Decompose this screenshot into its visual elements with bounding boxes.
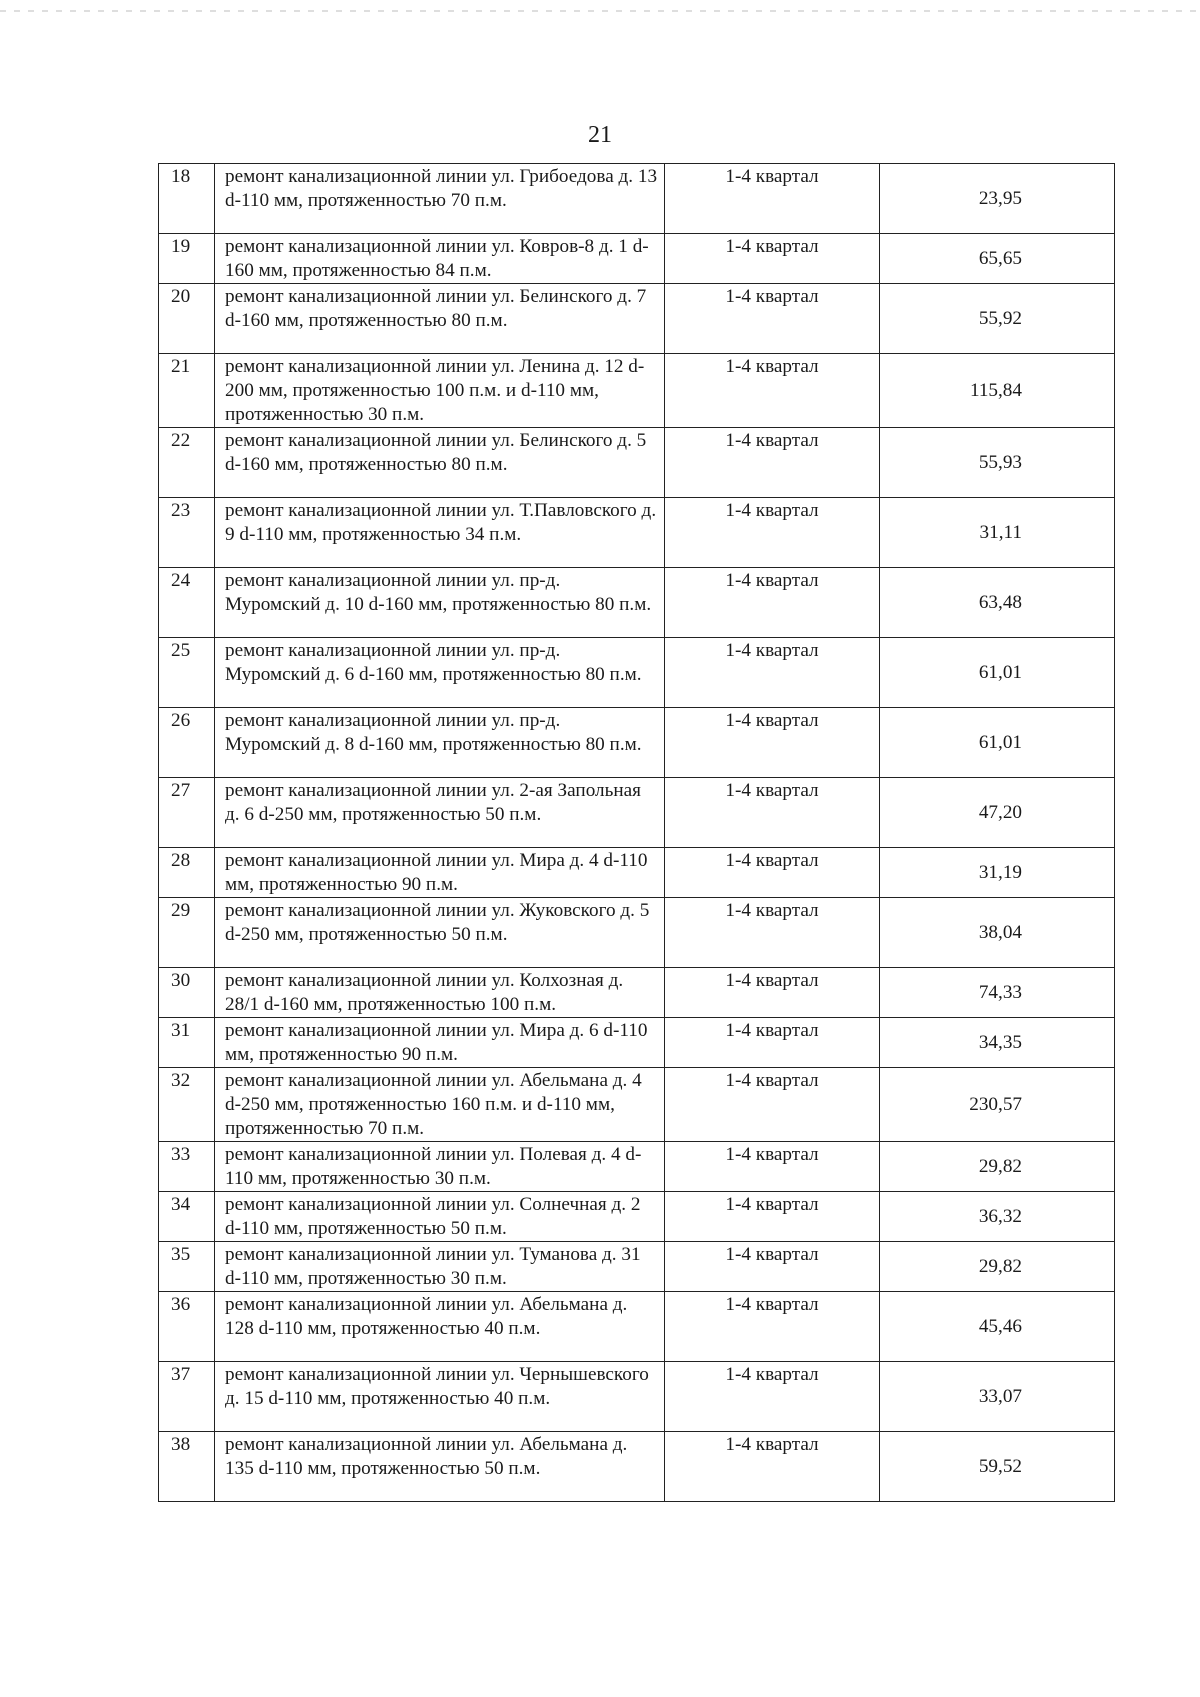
row-number: 26 bbox=[159, 708, 215, 778]
work-period: 1-4 квартал bbox=[665, 1142, 880, 1192]
work-period: 1-4 квартал bbox=[665, 778, 880, 848]
table-row bbox=[159, 498, 1115, 568]
work-amount: 36,32 bbox=[880, 1192, 1115, 1242]
work-description: ремонт канализационной линии ул. Жуковского д. 5 d-250 мм, протяженностью 50 п.м. bbox=[215, 898, 665, 968]
table-row bbox=[159, 1242, 1115, 1292]
work-period: 1-4 квартал bbox=[665, 498, 880, 568]
work-amount: 65,65 bbox=[880, 234, 1115, 284]
row-number: 32 bbox=[159, 1068, 215, 1142]
work-period: 1-4 квартал bbox=[665, 568, 880, 638]
work-period: 1-4 квартал bbox=[665, 1242, 880, 1292]
table-row bbox=[159, 234, 1115, 284]
row-number: 24 bbox=[159, 568, 215, 638]
row-number: 27 bbox=[159, 778, 215, 848]
work-description: ремонт канализационной линии ул. Абельмана д. 4 d-250 мм, протяженностью 160 п.м. и d-110 мм, протяженностью 70 п.м. bbox=[215, 1068, 665, 1142]
work-period: 1-4 квартал bbox=[665, 708, 880, 778]
repair-works-table bbox=[158, 163, 1115, 1502]
row-number: 36 bbox=[159, 1292, 215, 1362]
work-description: ремонт канализационной линии ул. Грибоедова д. 13 d-110 мм, протяженностью 70 п.м. bbox=[215, 164, 665, 234]
table-row bbox=[159, 1018, 1115, 1068]
work-period: 1-4 квартал bbox=[665, 1362, 880, 1432]
work-period: 1-4 квартал bbox=[665, 284, 880, 354]
work-period: 1-4 квартал bbox=[665, 1068, 880, 1142]
row-number: 18 bbox=[159, 164, 215, 234]
work-amount: 61,01 bbox=[880, 638, 1115, 708]
row-number: 25 bbox=[159, 638, 215, 708]
work-amount: 34,35 bbox=[880, 1018, 1115, 1068]
work-amount: 45,46 bbox=[880, 1292, 1115, 1362]
table-row bbox=[159, 1068, 1115, 1142]
work-period: 1-4 квартал bbox=[665, 234, 880, 284]
work-amount: 55,93 bbox=[880, 428, 1115, 498]
table-row bbox=[159, 284, 1115, 354]
work-description: ремонт канализационной линии ул. Солнечная д. 2 d-110 мм, протяженностью 50 п.м. bbox=[215, 1192, 665, 1242]
row-number: 29 bbox=[159, 898, 215, 968]
work-period: 1-4 квартал bbox=[665, 164, 880, 234]
work-amount: 115,84 bbox=[880, 354, 1115, 428]
work-description: ремонт канализационной линии ул. Белинского д. 7 d-160 мм, протяженностью 80 п.м. bbox=[215, 284, 665, 354]
row-number: 33 bbox=[159, 1142, 215, 1192]
work-period: 1-4 квартал bbox=[665, 848, 880, 898]
work-description: ремонт канализационной линии ул. Абельмана д. 128 d-110 мм, протяженностью 40 п.м. bbox=[215, 1292, 665, 1362]
table-row bbox=[159, 638, 1115, 708]
work-description: ремонт канализационной линии ул. 2-ая Запольная д. 6 d-250 мм, протяженностью 50 п.м. bbox=[215, 778, 665, 848]
table-row bbox=[159, 898, 1115, 968]
work-period: 1-4 квартал bbox=[665, 968, 880, 1018]
table-row bbox=[159, 848, 1115, 898]
row-number: 28 bbox=[159, 848, 215, 898]
table-body bbox=[159, 164, 1115, 1502]
table-row bbox=[159, 708, 1115, 778]
work-description: ремонт канализационной линии ул. Абельмана д. 135 d-110 мм, протяженностью 50 п.м. bbox=[215, 1432, 665, 1502]
work-period: 1-4 квартал bbox=[665, 1292, 880, 1362]
work-description: ремонт канализационной линии ул. Полевая д. 4 d-110 мм, протяженностью 30 п.м. bbox=[215, 1142, 665, 1192]
row-number: 30 bbox=[159, 968, 215, 1018]
work-description: ремонт канализационной линии ул. Колхозная д. 28/1 d-160 мм, протяженностью 100 п.м. bbox=[215, 968, 665, 1018]
work-amount: 74,33 bbox=[880, 968, 1115, 1018]
work-amount: 33,07 bbox=[880, 1362, 1115, 1432]
row-number: 37 bbox=[159, 1362, 215, 1432]
work-description: ремонт канализационной линии ул. Т.Павловского д. 9 d-110 мм, протяженностью 34 п.м. bbox=[215, 498, 665, 568]
table-row bbox=[159, 1292, 1115, 1362]
table-row bbox=[159, 968, 1115, 1018]
work-period: 1-4 квартал bbox=[665, 1192, 880, 1242]
table-row bbox=[159, 1362, 1115, 1432]
row-number: 34 bbox=[159, 1192, 215, 1242]
row-number: 21 bbox=[159, 354, 215, 428]
work-description: ремонт канализационной линии ул. Туманова д. 31 d-110 мм, протяженностью 30 п.м. bbox=[215, 1242, 665, 1292]
page-number: 21 bbox=[588, 122, 612, 148]
row-number: 23 bbox=[159, 498, 215, 568]
work-amount: 31,11 bbox=[880, 498, 1115, 568]
work-period: 1-4 квартал bbox=[665, 1018, 880, 1068]
table-row bbox=[159, 778, 1115, 848]
work-description: ремонт канализационной линии ул. пр-д. Муромский д. 8 d-160 мм, протяженностью 80 п.м. bbox=[215, 708, 665, 778]
table-row bbox=[159, 568, 1115, 638]
row-number: 19 bbox=[159, 234, 215, 284]
table-row bbox=[159, 354, 1115, 428]
work-description: ремонт канализационной линии ул. Ковров-8 д. 1 d-160 мм, протяженностью 84 п.м. bbox=[215, 234, 665, 284]
work-amount: 29,82 bbox=[880, 1142, 1115, 1192]
work-period: 1-4 квартал bbox=[665, 638, 880, 708]
table-row bbox=[159, 1432, 1115, 1502]
work-amount: 230,57 bbox=[880, 1068, 1115, 1142]
work-amount: 47,20 bbox=[880, 778, 1115, 848]
work-description: ремонт канализационной линии ул. пр-д. Муромский д. 6 d-160 мм, протяженностью 80 п.м. bbox=[215, 638, 665, 708]
work-amount: 23,95 bbox=[880, 164, 1115, 234]
work-amount: 63,48 bbox=[880, 568, 1115, 638]
work-description: ремонт канализационной линии ул. пр-д. Муромский д. 10 d-160 мм, протяженностью 80 п.м. bbox=[215, 568, 665, 638]
row-number: 35 bbox=[159, 1242, 215, 1292]
work-period: 1-4 квартал bbox=[665, 1432, 880, 1502]
row-number: 22 bbox=[159, 428, 215, 498]
work-description: ремонт канализационной линии ул. Мира д. 6 d-110 мм, протяженностью 90 п.м. bbox=[215, 1018, 665, 1068]
table-row bbox=[159, 428, 1115, 498]
table-row bbox=[159, 1192, 1115, 1242]
row-number: 38 bbox=[159, 1432, 215, 1502]
work-period: 1-4 квартал bbox=[665, 428, 880, 498]
work-amount: 29,82 bbox=[880, 1242, 1115, 1292]
work-period: 1-4 квартал bbox=[665, 898, 880, 968]
work-amount: 61,01 bbox=[880, 708, 1115, 778]
scan-edge-artifact bbox=[0, 10, 1200, 12]
work-description: ремонт канализационной линии ул. Ленина д. 12 d-200 мм, протяженностью 100 п.м. и d-110 мм, протяженностью 30 п.м. bbox=[215, 354, 665, 428]
work-amount: 38,04 bbox=[880, 898, 1115, 968]
work-description: ремонт канализационной линии ул. Белинского д. 5 d-160 мм, протяженностью 80 п.м. bbox=[215, 428, 665, 498]
work-amount: 31,19 bbox=[880, 848, 1115, 898]
table-row bbox=[159, 1142, 1115, 1192]
work-period: 1-4 квартал bbox=[665, 354, 880, 428]
table-row bbox=[159, 164, 1115, 234]
work-description: ремонт канализационной линии ул. Чернышевского д. 15 d-110 мм, протяженностью 40 п.м. bbox=[215, 1362, 665, 1432]
row-number: 20 bbox=[159, 284, 215, 354]
work-description: ремонт канализационной линии ул. Мира д. 4 d-110 мм, протяженностью 90 п.м. bbox=[215, 848, 665, 898]
row-number: 31 bbox=[159, 1018, 215, 1068]
work-amount: 55,92 bbox=[880, 284, 1115, 354]
work-amount: 59,52 bbox=[880, 1432, 1115, 1502]
